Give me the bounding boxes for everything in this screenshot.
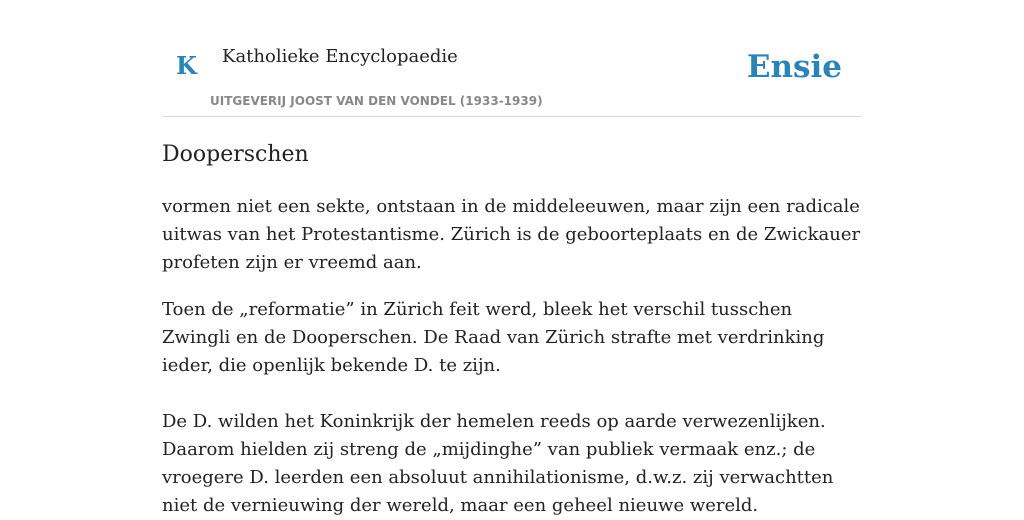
article-title: Dooperschen	[162, 142, 309, 167]
publisher-line: UITGEVERIJ JOOST VAN DEN VONDEL (1933-1939)	[210, 94, 543, 108]
header	[162, 0, 862, 117]
publication-logo[interactable]: K	[176, 51, 197, 80]
article-paragraph: De D. wilden het Koninkrijk der hemelen reeds op aarde verwezenlijken. Daarom hielden zij streng de „mijdinghe” van publiek vermaak enz.; de vroegere D. leerden een absoluut annihilationisme, d.w.z. zij verwachtten niet de vernieuwing der wereld, maar een geheel nieuwe wereld.	[162, 410, 834, 516]
ensie-logo-link[interactable]: Ensie	[746, 49, 842, 85]
article-paragraph: vormen niet een sekte, ontstaan in de middeleeuwen, maar zijn een radicale uitwas van het Protestantisme. Zürich is de geboorteplaats en de Zwickauer profeten zijn er vreemd aan.	[162, 195, 861, 273]
publication-title[interactable]: Katholieke Encyclopaedie	[222, 46, 458, 67]
page	[162, 0, 862, 520]
article-paragraph: Toen de „reformatie” in Zürich feit werd, bleek het verschil tusschen Zwingli en de Dooperschen. De Raad van Zürich strafte met verdrinking ieder, die openlijk bekende D. te zijn.	[162, 298, 825, 376]
